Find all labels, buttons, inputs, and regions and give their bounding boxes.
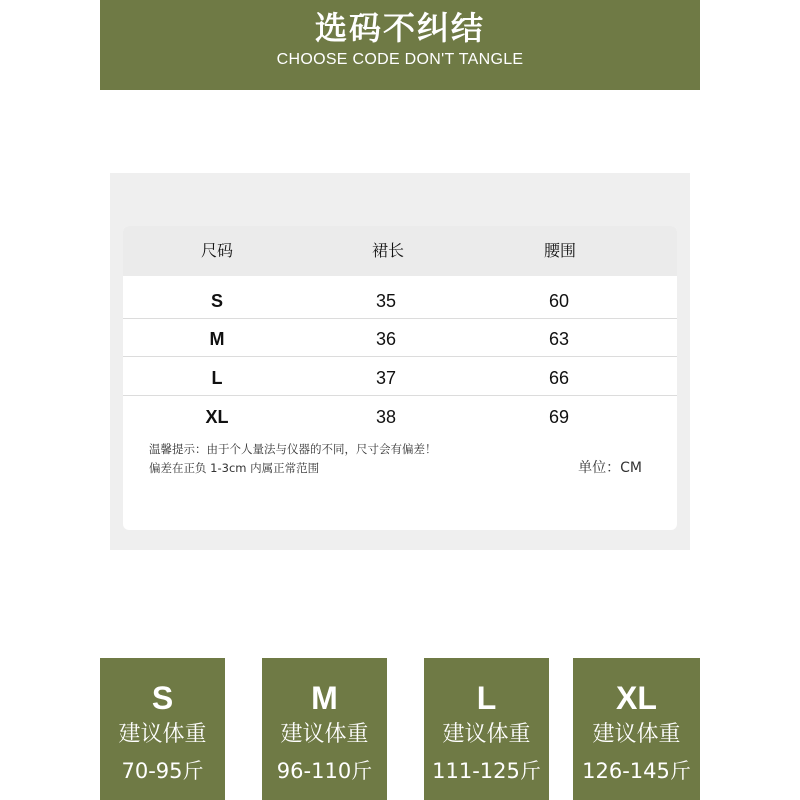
weight-card-m: [262, 658, 387, 800]
banner-title: 选码不纠结: [314, 9, 485, 47]
row-waist: 63: [548, 329, 570, 349]
row-waist: 60: [548, 291, 570, 311]
header-skirt-length: 裙长: [371, 241, 404, 260]
table-row: [123, 318, 677, 357]
measurement-note: 温馨提示：由于个人量法与仪器的不同，尺寸会有偏差！: [149, 442, 437, 456]
weight-card-xl: [573, 658, 700, 800]
weight-size: M: [311, 680, 338, 716]
row-size: S: [210, 291, 223, 311]
table-header: [123, 226, 677, 276]
row-skirt-length: 35: [375, 291, 397, 311]
header-waist: 腰围: [543, 241, 576, 260]
row-size: L: [211, 368, 223, 388]
header-size: 尺码: [200, 241, 233, 260]
weight-range: 70-95斤: [121, 759, 204, 783]
banner-subtitle: CHOOSE CODE DON'T TANGLE: [276, 51, 524, 68]
weight-range: 126-145斤: [582, 759, 691, 783]
unit-label: 单位：CM: [578, 460, 642, 476]
table-row: [123, 357, 677, 396]
row-waist: 66: [548, 368, 570, 388]
weight-range: 96-110斤: [276, 759, 373, 783]
weight-label: 建议体重: [442, 722, 531, 747]
weight-size: S: [151, 680, 174, 716]
weight-label: 建议体重: [118, 722, 207, 747]
weight-card-l: [424, 658, 549, 800]
row-size: M: [209, 329, 225, 349]
weight-range: 111-125斤: [432, 759, 541, 783]
title-banner: [100, 0, 700, 90]
table-row: [123, 280, 677, 319]
weight-card-s: [100, 658, 225, 800]
weight-size: L: [476, 680, 497, 716]
weight-size: XL: [616, 680, 657, 716]
weight-label: 建议体重: [280, 722, 369, 747]
row-waist: 69: [548, 407, 570, 427]
size-chart-card: [123, 226, 677, 530]
weight-label: 建议体重: [592, 722, 681, 747]
row-skirt-length: 37: [375, 368, 397, 388]
table-row: [123, 396, 677, 434]
row-skirt-length: 38: [375, 407, 397, 427]
row-skirt-length: 36: [375, 329, 397, 349]
row-size: XL: [205, 407, 229, 427]
tolerance-note: 偏差在正负 1-3cm 内属正常范围: [149, 461, 320, 475]
